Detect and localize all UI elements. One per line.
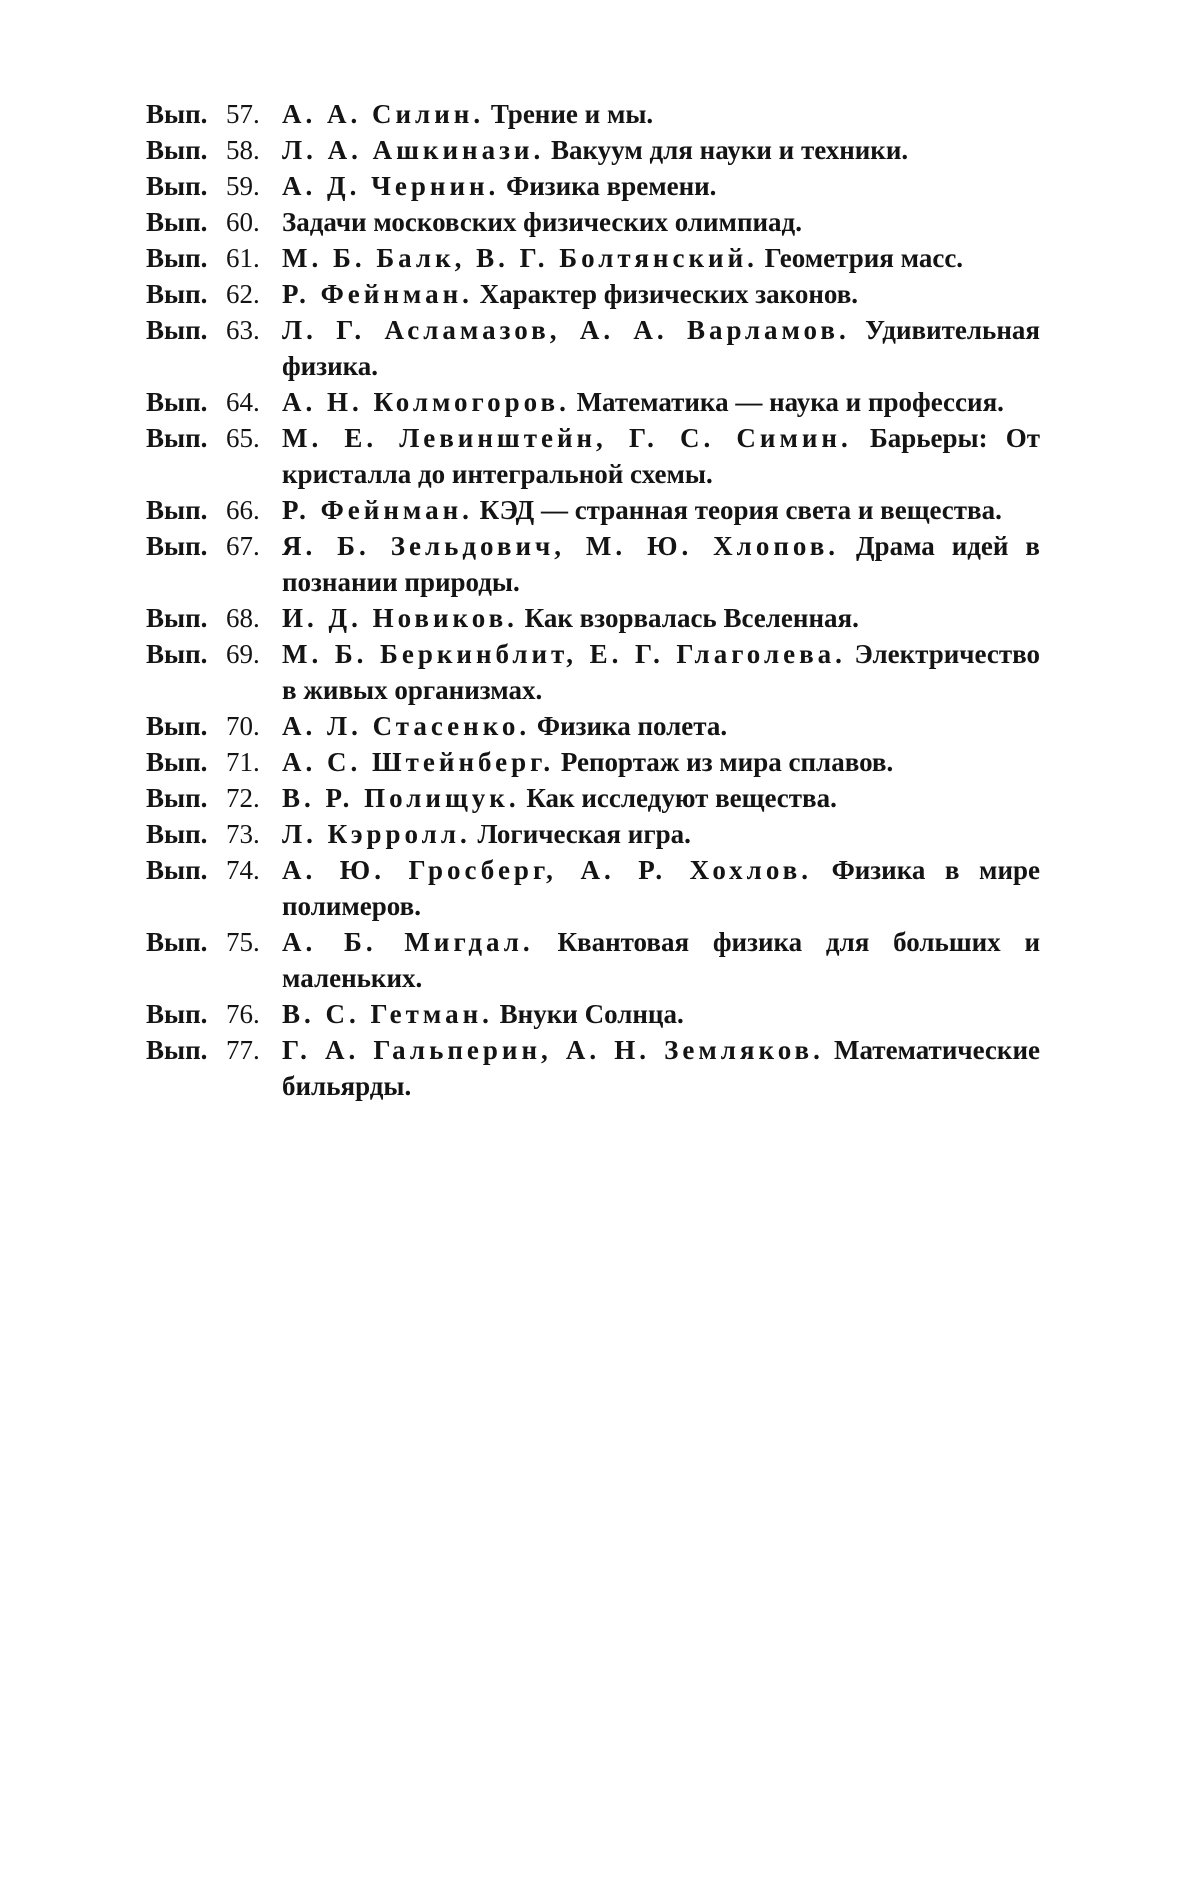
issue-label: Вып. (146, 747, 208, 777)
list-item (146, 492, 1040, 528)
issue-number: 64. (226, 387, 260, 417)
list-item (146, 780, 1040, 816)
entry-title: Драма идей в познании природы. (282, 531, 1040, 597)
list-item (146, 636, 1040, 708)
entry-author: И. Д. Новиков. (282, 603, 518, 633)
issue-label: Вып. (146, 927, 208, 957)
list-item (146, 204, 1040, 240)
list-item (146, 852, 1040, 924)
list-item (146, 1032, 1040, 1104)
entry-author: А. Л. Стасенко. (282, 711, 531, 741)
issue-label: Вып. (146, 423, 208, 453)
entry-title: Как взорвалась Вселенная. (524, 603, 859, 633)
entry-title: Внуки Солнца. (499, 999, 684, 1029)
list-item (146, 168, 1040, 204)
entry-text (282, 240, 1040, 276)
issue-number: 72. (226, 783, 260, 813)
entry-title: Квантовая физика для больших и маленьких. (282, 927, 1041, 993)
entry-text (282, 924, 1040, 996)
issue-label: Вып. (146, 783, 208, 813)
entry-title: Характер физических законов. (479, 279, 859, 309)
list-item (146, 312, 1040, 384)
issue-number: 76. (226, 999, 260, 1029)
entry-text (282, 204, 1040, 240)
issue-label: Вып. (146, 603, 208, 633)
entry-author: А. Б. Мигдал. (282, 927, 534, 957)
entry-author: А. С. Штейнберг. (282, 747, 555, 777)
entry-title: Трение и мы. (490, 99, 654, 129)
issue-number: 66. (226, 495, 260, 525)
issue-label: Вып. (146, 495, 208, 525)
entry-text (282, 744, 1040, 780)
entry-title: Логическая игра. (477, 819, 691, 849)
issue-number: 61. (226, 243, 260, 273)
issue-number: 70. (226, 711, 260, 741)
entry-title: Физика полета. (536, 711, 728, 741)
list-item (146, 996, 1040, 1032)
entry-text (282, 384, 1040, 420)
list-item (146, 528, 1040, 600)
list-item (146, 96, 1040, 132)
entry-author: А. А. Силин. (282, 99, 485, 129)
issue-number: 60. (226, 207, 260, 237)
entry-title: Математика — наука и профессия. (576, 387, 1004, 417)
entry-author: Я. Б. Зельдович, М. Ю. Хлопов. (282, 531, 840, 561)
entry-text (282, 600, 1040, 636)
entry-title: Физика времени. (506, 171, 717, 201)
list-item (146, 384, 1040, 420)
entry-text (282, 276, 1040, 312)
issue-label: Вып. (146, 315, 208, 345)
entry-title: Математические бильярды. (282, 1035, 1040, 1101)
issue-number: 59. (226, 171, 260, 201)
entry-author: Г. А. Гальперин, А. Н. Земляков. (282, 1035, 824, 1065)
issue-label: Вып. (146, 999, 208, 1029)
entry-text (282, 708, 1040, 744)
entry-text (282, 312, 1040, 384)
entry-author: Л. Г. Асламазов, А. А. Варламов. (282, 315, 850, 345)
entry-author: В. С. Гетман. (282, 999, 493, 1029)
entry-author: М. Б. Беркинблит, Е. Г. Глаголева. (282, 639, 846, 669)
entry-title: Задачи московских физических олимпиад. (282, 207, 802, 237)
book-series-list (146, 96, 1040, 1104)
issue-number: 75. (226, 927, 260, 957)
list-item (146, 744, 1040, 780)
issue-label: Вып. (146, 279, 208, 309)
issue-number: 69. (226, 639, 260, 669)
issue-number: 58. (226, 135, 260, 165)
entry-text (282, 816, 1040, 852)
issue-label: Вып. (146, 207, 208, 237)
list-item (146, 420, 1040, 492)
entry-author: А. Н. Колмогоров. (282, 387, 570, 417)
entry-title: Репортаж из мира сплавов. (560, 747, 894, 777)
issue-number: 67. (226, 531, 260, 561)
issue-number: 71. (226, 747, 260, 777)
entry-text (282, 420, 1040, 492)
issue-number: 74. (226, 855, 260, 885)
entry-text (282, 132, 1040, 168)
issue-label: Вып. (146, 855, 208, 885)
entry-title: Вакуум для науки и техники. (551, 135, 909, 165)
list-item (146, 132, 1040, 168)
entry-author: Л. Кэрролл. (282, 819, 471, 849)
entry-text (282, 168, 1040, 204)
entry-author: А. Д. Чернин. (282, 171, 500, 201)
issue-label: Вып. (146, 171, 208, 201)
entry-author: В. Р. Полищук. (282, 783, 520, 813)
issue-label: Вып. (146, 531, 208, 561)
issue-number: 77. (226, 1035, 260, 1065)
entry-title: Электричество в живых организмах. (282, 639, 1040, 705)
issue-label: Вып. (146, 1035, 208, 1065)
issue-number: 62. (226, 279, 260, 309)
entry-author: М. Б. Балк, В. Г. Болтянский. (282, 243, 758, 273)
list-item (146, 276, 1040, 312)
entry-author: А. Ю. Гросберг, А. Р. Хохлов. (282, 855, 812, 885)
list-item (146, 816, 1040, 852)
entry-title: Физика в мире полимеров. (282, 855, 1040, 921)
entry-author: Р. Фейнман. (282, 279, 473, 309)
list-item (146, 600, 1040, 636)
entry-title: Барьеры: От кристалла до интегральной схемы. (282, 423, 1041, 489)
list-item (146, 924, 1040, 996)
issue-number: 63. (226, 315, 260, 345)
issue-number: 57. (226, 99, 260, 129)
entry-text (282, 96, 1040, 132)
entry-text (282, 1032, 1040, 1104)
issue-number: 65. (226, 423, 260, 453)
issue-label: Вып. (146, 99, 208, 129)
entry-title: КЭД — странная теория света и вещества. (479, 495, 1002, 525)
entry-author: Р. Фейнман. (282, 495, 473, 525)
entry-title: Удивительная физика. (282, 315, 1040, 381)
entry-author: Л. А. Ашкинази. (282, 135, 545, 165)
entry-title: Геометрия масс. (764, 243, 964, 273)
entry-text (282, 492, 1040, 528)
issue-label: Вып. (146, 243, 208, 273)
entry-text (282, 636, 1040, 708)
entry-text (282, 852, 1040, 924)
issue-label: Вып. (146, 135, 208, 165)
entry-title: Как исследуют вещества. (526, 783, 837, 813)
entry-author: М. Е. Левинштейн, Г. С. Симин. (282, 423, 852, 453)
list-item (146, 240, 1040, 276)
issue-number: 73. (226, 819, 260, 849)
entry-text (282, 528, 1040, 600)
issue-label: Вып. (146, 639, 208, 669)
issue-label: Вып. (146, 819, 208, 849)
issue-label: Вып. (146, 711, 208, 741)
entry-text (282, 996, 1040, 1032)
list-item (146, 708, 1040, 744)
issue-number: 68. (226, 603, 260, 633)
issue-label: Вып. (146, 387, 208, 417)
entry-text (282, 780, 1040, 816)
